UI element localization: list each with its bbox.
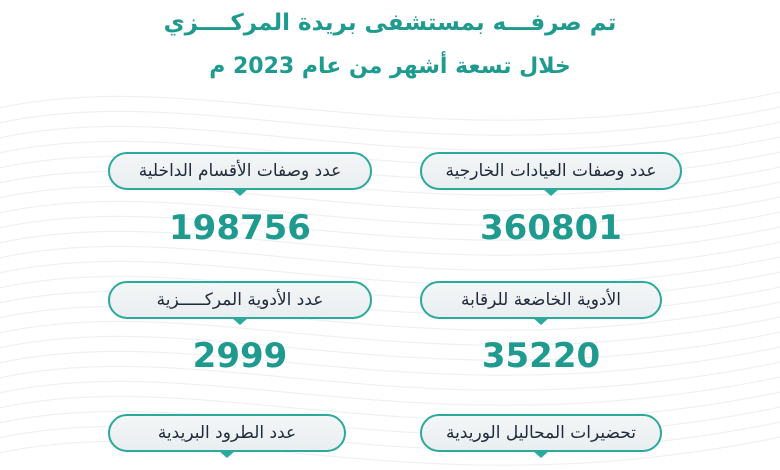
central-drugs-value: 2999 — [192, 336, 288, 376]
external-clinics-value: 360801 — [480, 208, 622, 248]
page-title-line-2: خلال تسعة أشهر من عام 2023 م — [209, 54, 571, 79]
mail-parcels-label: عدد الطرود البريدية — [108, 414, 346, 452]
page-title-line-1: تم صرفـــه بمستشفى بريدة المركــــزي — [163, 10, 617, 36]
internal-depts-label: عدد وصفات الأقسام الداخلية — [108, 152, 372, 190]
iv-preparations-label: تحضيرات المحاليل الوريدية — [420, 414, 662, 452]
external-clinics-label: عدد وصفات العيادات الخارجية — [420, 152, 682, 190]
central-drugs-label: عدد الأدوية المركـــــزية — [108, 281, 372, 319]
controlled-drugs-label: الأدوية الخاضعة للرقابة — [420, 281, 662, 319]
internal-depts-value: 198756 — [169, 208, 311, 248]
controlled-drugs-value: 35220 — [481, 336, 601, 376]
